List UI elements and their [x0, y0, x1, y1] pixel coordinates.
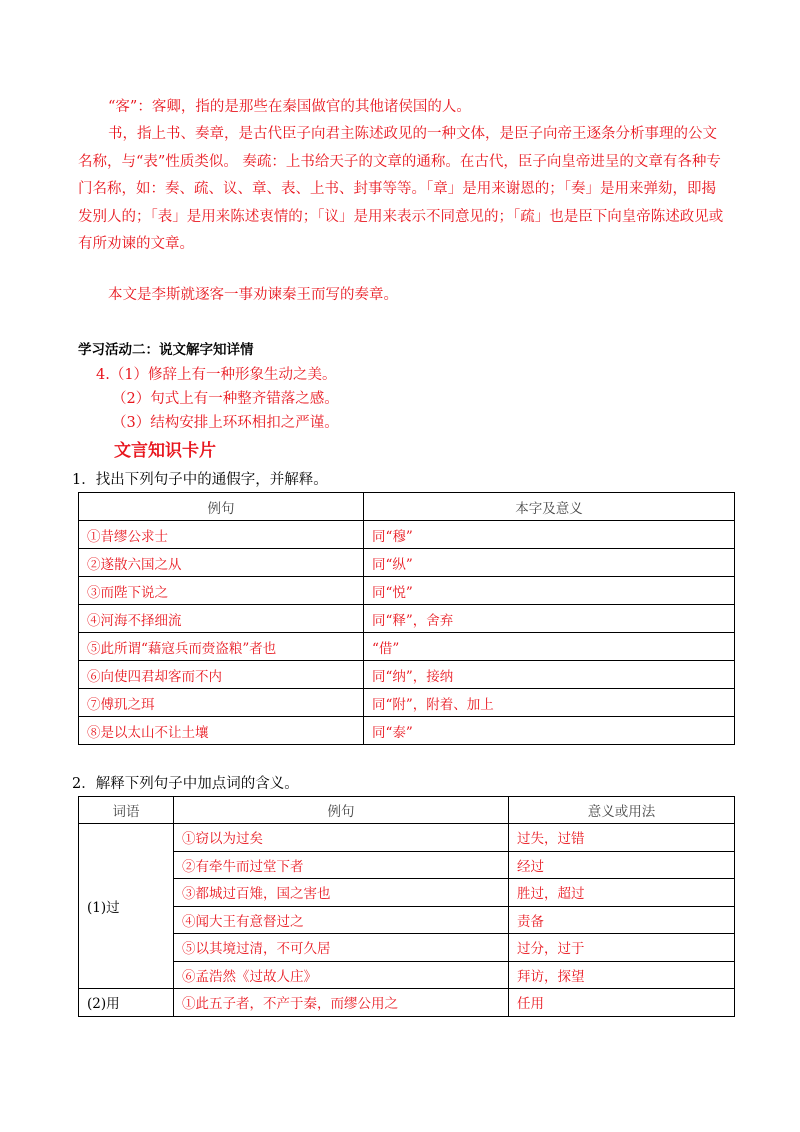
card-title: 文言知识卡片	[114, 441, 216, 461]
q1-title: 1．找出下列句子中的通假字，并解释。	[72, 472, 328, 488]
q1-example: ③而陛下说之	[79, 577, 364, 605]
q1-example: ⑥向使四君却客而不内	[79, 661, 364, 689]
q1-example: ⑤此所谓“藉寇兵而赍盗粮”者也	[79, 633, 364, 661]
q2-example: ⑤以其境过清，不可久居	[174, 934, 509, 962]
q2-word-yong: (2)用	[79, 989, 174, 1017]
q1-table	[78, 492, 735, 745]
intro-paragraph-2: 书，指上书、奏章，是古代臣子向君主陈述政见的一种文体，是臣子向帝王逐条分析事理的公文名称，与“表”性质类似。 奏疏：上书给天子的文章的通称。在古代，臣子向皇帝进呈的文章有各种专门名称，如：奏、疏、议、章、表、上书、封事等等。「章」是用来谢恩的；「奏」是用来弹劾，即揭发别人的；「表」是用来陈述衷情的；「议」是用来表示不同意见的；「疏」也是臣下向皇帝陈述政见或有所劝谏的文章。	[78, 126, 724, 252]
table-row	[79, 934, 735, 962]
table-row	[79, 549, 735, 577]
q2-meaning: 过失，过错	[509, 824, 735, 852]
q1-example: ②遂散六国之从	[79, 549, 364, 577]
q2-meaning: 胜过，超过	[509, 879, 735, 907]
table-row	[79, 689, 735, 717]
q1-example: ⑧是以太山不让土壤	[79, 717, 364, 745]
table-row	[79, 906, 735, 934]
q2-example: ②有牵牛而过堂下者	[174, 851, 509, 879]
q2-example: ③都城过百雉，国之害也	[174, 879, 509, 907]
q2-example: ④闻大王有意督过之	[174, 906, 509, 934]
table-row	[79, 661, 735, 689]
q2-example: ⑥孟浩然《过故人庄》	[174, 961, 509, 989]
q2-meaning: 经过	[509, 851, 735, 879]
intro-paragraph-3: 本文是李斯就逐客一事劝谏秦王而写的奏章。	[108, 287, 398, 303]
table-row	[79, 989, 735, 1017]
q2-title: 2．解释下列句子中加点词的含义。	[72, 776, 299, 792]
q1-meaning: 同“悦”	[364, 577, 735, 605]
q1-example: ⑦傅玑之珥	[79, 689, 364, 717]
q2-meaning: 任用	[509, 989, 735, 1017]
q1-meaning: 同“穆”	[364, 521, 735, 549]
table-row	[79, 824, 735, 852]
activity2-item-1: 4.（1）修辞上有一种形象生动之美。	[96, 367, 337, 383]
q1-meaning: 同“纵”	[364, 549, 735, 577]
table-row	[79, 851, 735, 879]
q2-word-guo: (1)过	[79, 824, 174, 989]
activity2-item-2: （2）句式上有一种整齐错落之感。	[112, 391, 339, 407]
table-row	[79, 521, 735, 549]
q1-meaning: “借”	[364, 633, 735, 661]
q2-meaning: 责备	[509, 906, 735, 934]
q2-example: ①窃以为过矣	[174, 824, 509, 852]
q2-meaning: 过分，过于	[509, 934, 735, 962]
intro-paragraph-1: “客”：客卿，指的是那些在秦国做官的其他诸侯国的人。	[108, 99, 471, 115]
table-row	[79, 961, 735, 989]
q2-example: ①此五子者，不产于秦，而缪公用之	[174, 989, 509, 1017]
table-row	[79, 717, 735, 745]
q1-meaning: 同“泰”	[364, 717, 735, 745]
table-row	[79, 577, 735, 605]
q2-table	[78, 796, 735, 1017]
table-row	[79, 605, 735, 633]
q2-meaning: 拜访，探望	[509, 961, 735, 989]
q1-header-row	[79, 493, 735, 521]
q2-header-meaning: 意义或用法	[509, 797, 735, 824]
activity2-heading: 学习活动二：说文解字知详情	[78, 342, 254, 358]
table-row	[79, 633, 735, 661]
q1-meaning: 同“附”，附着、加上	[364, 689, 735, 717]
q2-header-word: 词语	[79, 797, 174, 824]
activity2-item-3: （3）结构安排上环环相扣之严谨。	[112, 415, 339, 431]
q1-header-example: 例句	[79, 493, 364, 521]
q1-example: ①昔缪公求士	[79, 521, 364, 549]
q2-header-example: 例句	[174, 797, 509, 824]
q1-meaning: 同“纳”，接纳	[364, 661, 735, 689]
q1-header-meaning: 本字及意义	[364, 493, 735, 521]
q1-meaning: 同“释”，舍弃	[364, 605, 735, 633]
q2-header-row	[79, 797, 735, 824]
q1-example: ④河海不择细流	[79, 605, 364, 633]
table-row	[79, 879, 735, 907]
